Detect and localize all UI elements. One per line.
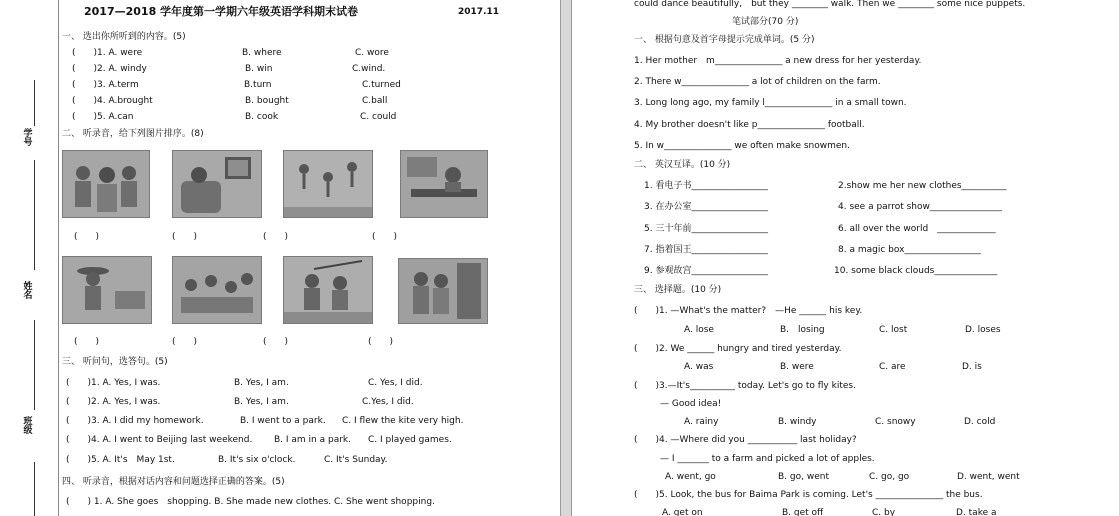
binding-line [34,80,35,126]
mc-q3-a: A. rainy [684,417,719,427]
written-part-title: 笔试部分(70 分) [732,17,799,27]
s4-row1: ( ) 1. A. She goes shopping. B. She made new clothes. C. She went shopping. [66,497,435,507]
order-bracket-2[interactable]: ( ) [172,232,198,242]
part2-left-4: 7. 指着国王_________________ [644,245,768,255]
part2-right-1: 2.show me her new clothes__________ [838,181,1007,191]
picture-watching-tv [172,150,262,218]
binding-line [34,462,35,516]
part2-heading: 二、 英汉互译。(10 分) [634,160,731,170]
s1-row2-c: C.wind. [352,64,386,74]
s1-row1-b: B. where [242,48,282,58]
s3-row1-c: C. Yes, I did. [368,378,423,388]
mc-q1-a: A. lose [684,325,714,335]
part1-item3: 3. Long long ago, my family l_______________ in a small town. [634,98,907,108]
mc-q2-a: A. was [684,362,714,372]
s1-row4-a: ( )4. A.brought [72,96,153,106]
page-gutter [560,0,572,516]
section4-heading: 四、 听录音，根据对话内容和问题选择正确的答案。(5) [62,477,285,487]
mc-q2-b: B. were [780,362,814,372]
part1-item5: 5. In w_______________ we often make snowmen. [634,141,850,151]
continued-line: could dance beautifully, but they ________ walk. Then we ________ some nice puppets. [634,0,1026,9]
s3-row3-c: C. I flew the kite very high. [342,416,464,426]
mc-q5-a: A. get on [662,508,703,516]
s3-row2-c: C.Yes, I did. [362,397,414,407]
part1-item4: 4. My brother doesn't like p_______________ football. [634,120,865,130]
picture-people-door [398,258,488,324]
part2-right-5: 10. some black clouds______________ [834,266,998,276]
mc-q1: ( )1. —What's the matter? —He ______ his key. [634,306,863,316]
s3-row5-a: ( )5. A. It's May 1st. [66,455,175,465]
part2-left-1: 1. 看电子书_________________ [644,181,768,191]
picture-group-sitting [172,256,262,324]
order-bracket-5[interactable]: ( ) [74,337,100,347]
picture-cowboy-horse [62,256,152,324]
picture-fishing [283,256,373,324]
s1-row4-c: C.ball [362,96,388,106]
order-bracket-7[interactable]: ( ) [263,337,289,347]
part2-left-5: 9. 参观故宫_________________ [644,266,768,276]
s3-row4-b: B. I am in a park. [274,435,351,445]
mc-q3: ( )3.—It's__________ today. Let's go to fly kites. [634,381,856,391]
part2-right-4: 8. a magic box_________________ [838,245,981,255]
binding-line [34,160,35,270]
binding-line [34,320,35,410]
s3-row2-b: B. Yes, I am. [234,397,289,407]
order-bracket-3[interactable]: ( ) [263,232,289,242]
mc-q1-d: D. loses [965,325,1001,335]
s1-row5-b: B. cook [245,112,279,122]
right-page [572,0,1119,516]
s1-row3-b: B.turn [244,80,272,90]
picture-studying-desk [400,150,488,218]
part2-left-3: 5. 三十年前_________________ [644,224,768,234]
section3-heading: 三、 听问句，选答句。(5) [62,357,168,367]
s3-row5-b: B. It's six o'clock. [218,455,296,465]
mc-q3-b: B. windy [778,417,817,427]
s1-row4-b: B. bought [245,96,289,106]
part3-heading: 三、 选择题。(10 分) [634,285,722,295]
part2-right-3: 6. all over the world _____________ [838,224,996,234]
mc-q2-d: D. is [962,362,982,372]
picture-family-group [62,150,150,218]
mc-q4-a: A. went, go [665,472,716,482]
mc-q1-b: B. losing [780,325,825,335]
section2-heading: 二、 听录音，给下列图片排序。(8) [62,129,204,139]
mc-q5: ( )5. Look, the bus for Baima Park is coming. Let's _______________ the bus. [634,490,983,500]
mc-q4-d: D. went, went [957,472,1020,482]
mc-q5-d: D. take a [956,508,997,516]
mc-q3-response: — Good idea! [660,399,722,409]
mc-q2-c: C. are [879,362,906,372]
mc-q4-c: C. go, go [869,472,910,482]
s1-row5-c: C. could [360,112,397,122]
student-number-label: 学号 [23,129,33,149]
picture-kids-jumping [283,150,373,218]
exam-date: 2017.11 [458,7,499,17]
s3-row2-a: ( )2. A. Yes, I was. [66,397,161,407]
margin-line [58,0,59,516]
s3-row4-c: C. I played games. [368,435,452,445]
mc-q5-b: B. get off [782,508,824,516]
s1-row2-a: ( )2. A. windy [72,64,147,74]
part2-left-2: 3. 在办公室_________________ [644,202,768,212]
mc-q1-c: C. lost [879,325,908,335]
s3-row3-b: B. I went to a park. [240,416,326,426]
s1-row2-b: B. win [245,64,273,74]
s1-row5-a: ( )5. A.can [72,112,134,122]
s1-row3-a: ( )3. A.term [72,80,139,90]
class-label: 班级 [23,417,33,437]
mc-q5-c: C. by [872,508,896,516]
s1-row1-a: ( )1. A. were [72,48,143,58]
section1-heading: 一、 选出你所听到的内容。(5) [62,32,186,42]
s3-row5-c: C. It's Sunday. [324,455,388,465]
s3-row1-b: B. Yes, I am. [234,378,289,388]
order-bracket-8[interactable]: ( ) [368,337,394,347]
mc-q3-c: C. snowy [875,417,916,427]
part2-right-2: 4. see a parrot show________________ [838,202,1002,212]
exam-title: 2017—2018 学年度第一学期六年级英语学科期末试卷 [84,5,359,18]
mc-q2: ( )2. We ______ hungry and tired yesterday. [634,344,842,354]
s3-row3-a: ( )3. A. I did my homework. [66,416,204,426]
s3-row4-a: ( )4. A. I went to Beijing last weekend. [66,435,253,445]
mc-q4-b: B. go, went [778,472,829,482]
mc-q4-response: — I _______ to a farm and picked a lot of apples. [660,454,875,464]
order-bracket-6[interactable]: ( ) [172,337,198,347]
order-bracket-1[interactable]: ( ) [74,232,100,242]
part1-heading: 一、 根据句意及首字母提示完成单词。(5 分) [634,35,815,45]
s1-row1-c: C. wore [355,48,389,58]
part1-item2: 2. There w_______________ a lot of children on the farm. [634,77,881,87]
s1-row3-c: C.turned [362,80,401,90]
s3-row1-a: ( )1. A. Yes, I was. [66,378,161,388]
mc-q3-d: D. cold [964,417,996,427]
part1-item1: 1. Her mother m_______________ a new dress for her yesterday. [634,56,922,66]
mc-q4: ( )4. —Where did you ___________ last holiday? [634,435,857,445]
name-label: 姓名 [23,282,33,302]
order-bracket-4[interactable]: ( ) [372,232,398,242]
